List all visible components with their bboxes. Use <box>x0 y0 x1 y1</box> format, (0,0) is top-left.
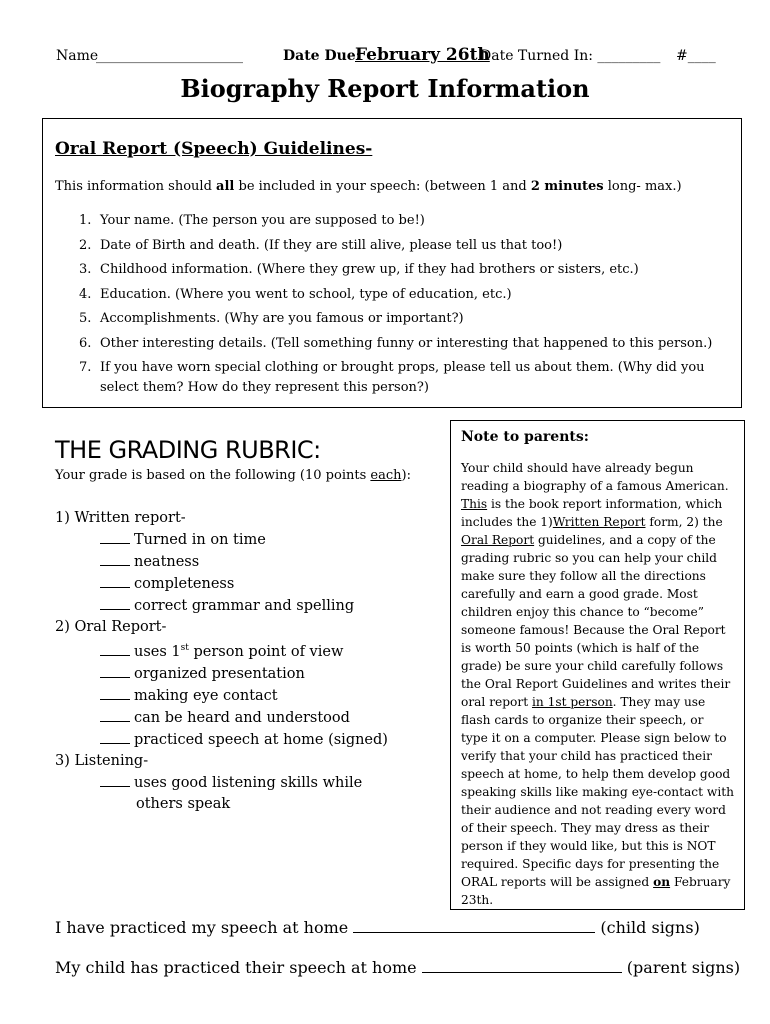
guideline-item <box>55 309 730 329</box>
criterion-text: correct grammar and spelling <box>134 598 355 614</box>
criterion-continuation: others speak <box>136 795 231 812</box>
note-to-parents-box <box>450 420 745 910</box>
guideline-text: Accomplishments. (Why are you famous or important?) <box>100 311 464 326</box>
score-blank[interactable] <box>100 641 130 656</box>
rubric-criterion <box>55 663 445 685</box>
child-signature-blank[interactable] <box>353 916 595 933</box>
guideline-number: 1. <box>79 213 92 228</box>
score-blank[interactable] <box>100 729 130 744</box>
rubric-title: THE GRADING RUBRIC: <box>55 436 321 464</box>
guideline-number: 3. <box>79 262 92 277</box>
criterion-text: can be heard and understood <box>134 709 350 726</box>
guideline-number: 6. <box>79 335 92 351</box>
rubric-criterion <box>55 707 445 729</box>
score-blank[interactable] <box>100 573 130 588</box>
guideline-item <box>55 334 730 354</box>
score-blank[interactable] <box>100 772 130 787</box>
parent-signature-suffix: (parent signs) <box>626 958 741 977</box>
rubric-subtitle: Your grade is based on the following (10 points each): <box>55 468 411 483</box>
score-blank[interactable] <box>100 707 130 722</box>
guideline-item <box>55 260 730 280</box>
oral-guidelines-intro: This information should all be included in your speech: (between 1 and 2 minutes long- max.) <box>55 179 682 194</box>
guideline-item <box>55 236 730 256</box>
guideline-text: Other interesting details. (Tell something funny or interesting that happened to this person.) <box>100 335 713 351</box>
guideline-text: Education. (Where you went to school, type of education, etc.) <box>100 286 512 302</box>
rubric-criterion <box>55 685 445 707</box>
criterion-text: neatness <box>134 554 200 570</box>
date-turned-in-label[interactable]: Date Turned In: _________ <box>480 48 661 64</box>
rubric-criterion <box>55 729 445 751</box>
child-signature-suffix: (child signs) <box>600 918 700 937</box>
notes-heading: Note to parents: <box>461 429 589 445</box>
guideline-item <box>55 358 730 398</box>
rubric-section-label: 3) Listening- <box>55 752 149 769</box>
rubric-criterion <box>55 573 445 595</box>
guideline-number: 7. <box>79 360 92 375</box>
criterion-text: organized presentation <box>134 665 305 682</box>
score-blank[interactable] <box>100 595 130 610</box>
rubric-section-label: 2) Oral Report- <box>55 619 167 635</box>
number-label[interactable]: #____ <box>676 48 716 64</box>
guideline-item <box>55 285 730 305</box>
criterion-text: completeness <box>134 576 235 592</box>
guideline-number: 2. <box>79 237 92 253</box>
oral-guidelines-list <box>55 211 730 403</box>
guideline-number: 5. <box>79 311 92 326</box>
child-signature-line <box>55 916 700 937</box>
guideline-text: Your name. (The person you are supposed to be!) <box>100 213 425 228</box>
child-signature-text: I have practiced my speech at home <box>55 918 349 937</box>
notes-text: Your child should have already begun reading a biography of a famous American. This is the book report information, which includes the 1)Written Report form, 2) the Oral Report guidelines, and a copy of the grading rubric so you can help your child make sure they follow all the directions carefully and earn a good grade. Most children enjoy this chance to “become” someone famous! Because the Oral Report is worth 50 points (which is half of the grade) be sure your child carefully follows the Oral Report Guidelines and writes their oral report in 1st person. They may use flash cards to organize their speech, or type it on a computer. Please sign below to verify that your child has practiced their speech at home, to help them develop good speaking skills like making eye-contact with their audience and not reading every word of their speech. They may dress as their person if they would like, but this is NOT required. Specific days for presenting the ORAL reports will be assigned on February 23th. <box>461 461 734 907</box>
score-blank[interactable] <box>100 685 130 700</box>
oral-guidelines-box <box>42 118 742 408</box>
criterion-text: making eye contact <box>134 687 278 704</box>
criterion-text: Turned in on time <box>134 532 266 548</box>
guideline-item <box>55 211 730 231</box>
rubric-criterion <box>55 595 445 617</box>
name-label: Name <box>56 48 99 64</box>
parent-signature-blank[interactable] <box>422 956 622 973</box>
score-blank[interactable] <box>100 663 130 678</box>
page-title: Biography Report Information <box>180 74 590 103</box>
oral-guidelines-heading: Oral Report (Speech) Guidelines- <box>55 139 373 159</box>
rubric-list <box>55 508 445 815</box>
score-blank[interactable] <box>100 551 130 566</box>
criterion-text: uses 1st person point of view <box>134 643 344 660</box>
parent-signature-line <box>55 956 740 977</box>
rubric-section-label: 1) Written report- <box>55 510 186 526</box>
guideline-text: If you have worn special clothing or brought props, please tell us about them. (Why did you select them? How do they represent this person?) <box>100 360 705 395</box>
guideline-text: Date of Birth and death. (If they are still alive, please tell us that too!) <box>100 237 563 253</box>
guideline-number: 4. <box>79 286 92 302</box>
criterion-text: uses good listening skills while <box>134 774 363 791</box>
guideline-text: Childhood information. (Where they grew up, if they had brothers or sisters, etc.) <box>100 262 639 277</box>
rubric-criterion <box>55 529 445 551</box>
score-blank[interactable] <box>100 529 130 544</box>
criterion-text: practiced speech at home (signed) <box>134 731 388 748</box>
name-blank[interactable]: _____________________ <box>96 48 243 64</box>
parent-signature-text: My child has practiced their speech at home <box>55 958 417 977</box>
rubric-criterion <box>55 772 445 794</box>
rubric-criterion <box>55 551 445 573</box>
date-due-label: Date Due: <box>283 48 361 64</box>
date-due-value: February 26th <box>355 45 490 65</box>
rubric-criterion <box>55 638 445 663</box>
